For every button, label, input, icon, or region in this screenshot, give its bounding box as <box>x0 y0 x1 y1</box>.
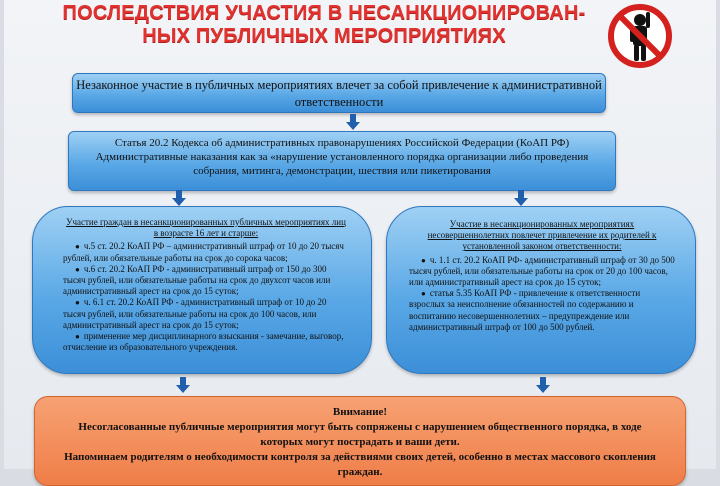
list-item: ● ч. 1.1 ст. 20.2 КоАП РФ- административный штраф от 30 до 500 тысяч рублей, или обязательные работы на срок от 20 до 100 часов, или административный арест на срок до 15 суток; <box>409 254 675 288</box>
adults-box <box>32 206 372 374</box>
list-item: ● ч.6 ст. 20.2 КоАП РФ - административный штраф от 150 до 300 тысяч рублей, или обязательные работы на срок до двухсот часов или административный арест на срок до 15 суток; <box>63 263 331 297</box>
article-box <box>68 131 616 191</box>
arrow-down-icon <box>346 114 360 130</box>
title-line-2: НЫХ ПУБЛИЧНЫХ МЕРОПРИЯТИЯХ <box>142 25 506 47</box>
arrow-down-icon <box>514 190 528 206</box>
no-protest-sign-icon <box>604 0 676 72</box>
minors-heading: Участие в несанкционированных мероприятиях несовершеннолетних повлечет привлечение их родителей к установленной законом ответственности: <box>427 219 657 252</box>
bullet-icon: ● <box>421 255 426 265</box>
title-line-1: ПОСЛЕДСТВИЯ УЧАСТИЯ В НЕСАНКЦИОНИРОВАН- <box>62 2 586 24</box>
poster-title <box>44 2 604 48</box>
list-item: ● ч.5 ст. 20.2 КоАП РФ – административный штраф от 10 до 20 тысяч рублей, или обязательные работы на срок до сорока часов; <box>63 241 344 263</box>
bullet-icon: ● <box>75 298 80 308</box>
list-item: ● ч. 6.1 ст. 20.2 КоАП РФ - административный штраф от 10 до 20 тысяч рублей, или обязательные работы на срок до 100 часов, или административный арест на срок до 15 суток; <box>63 297 327 330</box>
intro-box <box>72 73 606 113</box>
minors-list <box>409 255 675 333</box>
bullet-icon: ● <box>75 332 80 342</box>
arrow-down-icon <box>176 377 190 393</box>
list-item: ● применение мер дисциплинарного взыскания - замечание, выговор, отчисление из образовательного учреждения. <box>63 331 344 353</box>
arrow-down-icon <box>536 377 550 393</box>
adults-heading: Участие граждан в несанкционированных публичных мероприятиях лиц в возрасте 16 лет и старше: <box>66 217 346 239</box>
warning-heading: Внимание! <box>332 406 388 418</box>
warning-line-2: Напоминаем родителям о необходимости контроля за действиями своих детей, особенно в местах массового скопления граждан. <box>64 451 656 478</box>
bullet-icon: ● <box>421 289 426 299</box>
bullet-icon: ● <box>75 264 80 274</box>
minors-box <box>386 206 696 374</box>
article-title: Статья 20.2 Кодекса об административных правонарушениях Российской Федерации (КоАП РФ) <box>114 137 570 149</box>
warning-box <box>34 396 686 486</box>
intro-text: Незаконное участие в публичных мероприятиях влечет за собой привлечение к административной ответственности <box>76 78 602 109</box>
list-item: ● статья 5.35 КоАП РФ - привлечение к ответственности взрослых за неисполнение обязанностей по содержанию и воспитанию несовершеннолетних – предупреждение или административный штраф от 100 до 500 рублей. <box>409 288 641 332</box>
poster <box>4 0 716 478</box>
bullet-icon: ● <box>75 242 80 252</box>
article-text: Административные наказания как за «нарушение установленного порядка организации либо проведения собрания, митинга, демонстрации, шествия или пикетирования <box>95 151 589 177</box>
arrow-down-icon <box>172 190 186 206</box>
adults-list <box>63 241 349 353</box>
warning-line-1: Несогласованные публичные мероприятия могут быть сопряжены с нарушением общественного порядка, в ходе которых могут пострадать и ваши дети. <box>78 421 642 448</box>
